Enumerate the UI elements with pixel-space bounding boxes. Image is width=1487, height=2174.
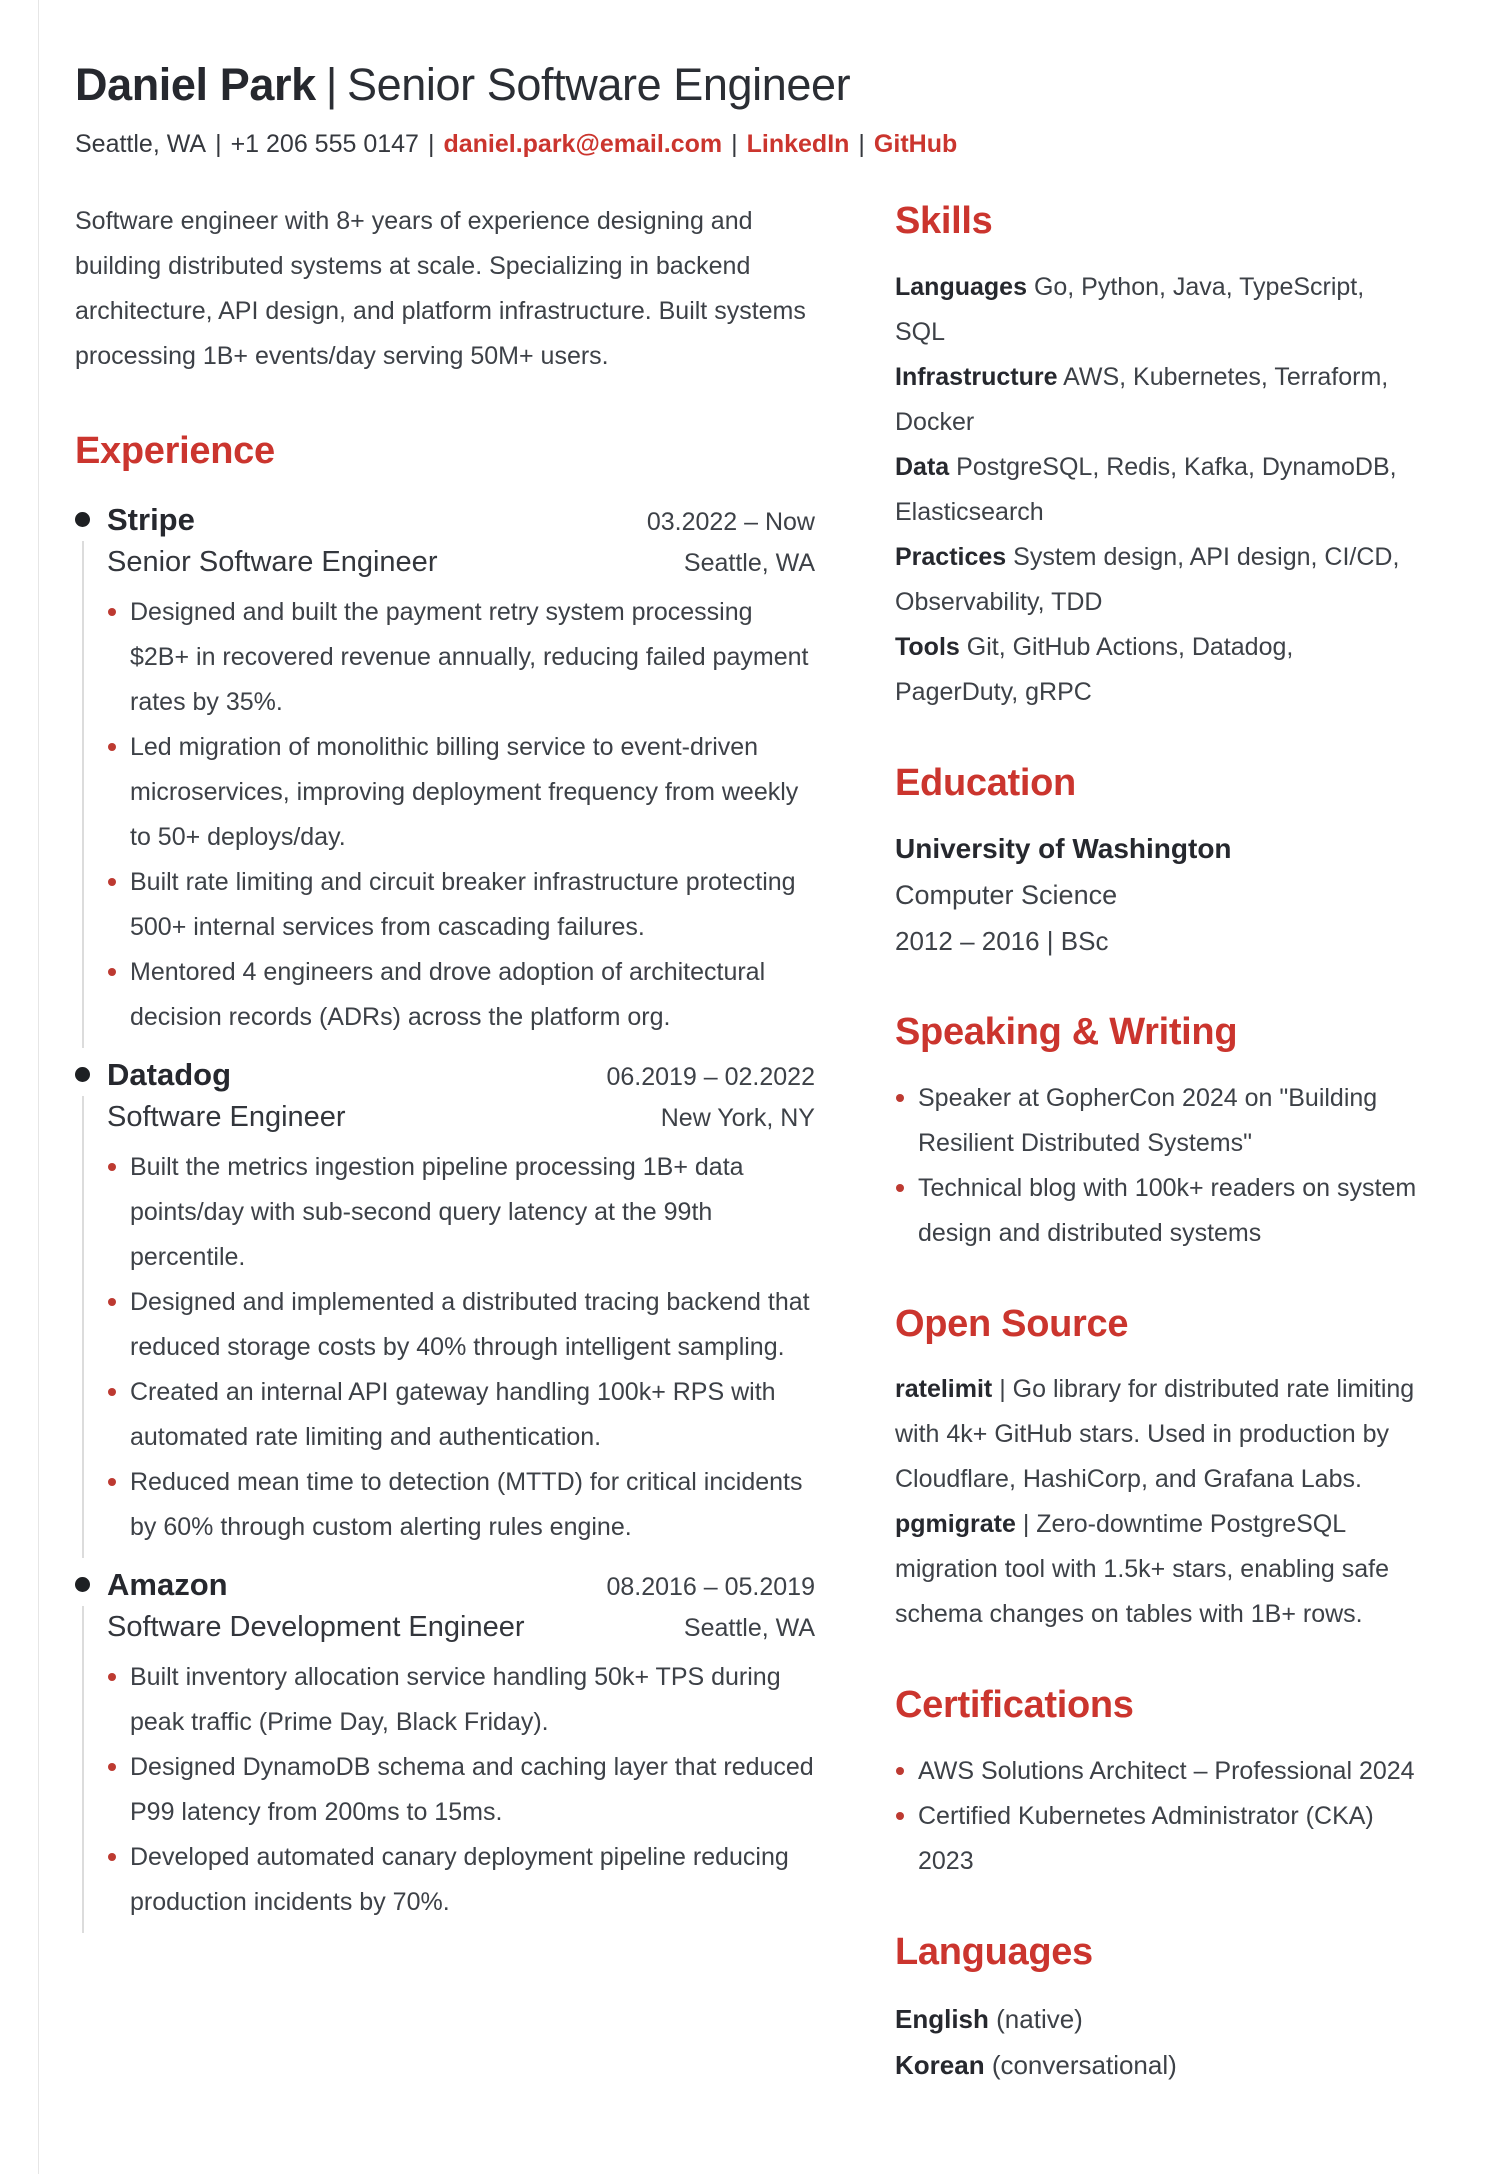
speaking-writing-section [895, 1010, 1420, 1256]
language-level: (conversational) [991, 2049, 1177, 2080]
job-bullet: Created an internal API gateway handling 100k+ RPS with automated rate limiting and authentication. [107, 1370, 815, 1460]
candidate-name: Daniel Park [75, 59, 316, 110]
main-column [75, 199, 815, 1941]
skill-label: Infrastructure [895, 362, 1058, 391]
job-bullet: Built the metrics ingestion pipeline processing 1B+ data points/day with sub-second query latency at the 99th percentile. [107, 1145, 815, 1280]
skill-group-practices [895, 535, 1420, 625]
email-link[interactable]: daniel.park@email.com [443, 130, 723, 158]
job-bullet: Mentored 4 engineers and drove adoption of architectural decision records (ADRs) across the platform org. [107, 950, 815, 1040]
job-role: Software Development Engineer [107, 1610, 525, 1643]
skill-values: System design, API design, CI/CD, Observability, TDD [895, 542, 1400, 616]
speaking-list [895, 1076, 1420, 1256]
open-source-project-pgmigrate [895, 1502, 1420, 1637]
skills-heading: Skills [895, 200, 993, 242]
open-source-project-ratelimit [895, 1367, 1420, 1502]
contact-separator: | [858, 130, 865, 158]
project-description: Zero-downtime PostgreSQL migration tool with 1.5k+ stars, enabling safe schema changes on tables with 1B+ rows. [895, 1510, 1390, 1629]
linkedin-link[interactable]: LinkedIn [746, 130, 850, 158]
skill-values: PostgreSQL, Redis, Kafka, DynamoDB, Elasticsearch [895, 452, 1397, 526]
job-subheader [107, 1099, 815, 1135]
job-subheader [107, 544, 815, 580]
education-heading: Education [895, 761, 1076, 804]
professional-summary: Software engineer with 8+ years of experience designing and building distributed systems at scale. Specializing in backend architecture, API design, and platform infrastructure. Built systems processing 1B+ events/day serving 50M+ users. [75, 207, 806, 370]
skill-values: AWS, Kubernetes, Terraform, Docker [895, 362, 1389, 436]
language-korean [895, 2042, 1420, 2088]
skill-values: Go, Python, Java, TypeScript, SQL [895, 272, 1365, 346]
skill-label: Data [895, 452, 950, 481]
spoken-languages-section [895, 1930, 1420, 2088]
job-bullet: Designed and implemented a distributed tracing backend that reduced storage costs by 40% through intelligent sampling. [107, 1280, 815, 1370]
job-bullet: Built inventory allocation service handling 50k+ TPS during peak traffic (Prime Day, Black Friday). [107, 1655, 815, 1745]
contact-line [75, 130, 1420, 159]
open-source-heading: Open Source [895, 1302, 1129, 1345]
project-separator: | [1022, 1510, 1030, 1539]
experience-heading: Experience [75, 430, 275, 472]
certifications-section [895, 1683, 1420, 1884]
language-name: English [895, 2003, 989, 2034]
certification-item: AWS Solutions Architect – Professional 2024 [895, 1749, 1420, 1794]
job-entry-datadog [75, 1056, 815, 1550]
contact-separator: | [215, 130, 222, 158]
job-entry-stripe [75, 501, 815, 1040]
education-school: University of Washington [895, 833, 1232, 865]
job-header [107, 1056, 815, 1094]
job-subheader [107, 1609, 815, 1645]
name-title-line [75, 58, 1420, 112]
skills-section [895, 199, 1420, 715]
job-dates: 08.2016 – 05.2019 [606, 1572, 815, 1601]
language-level: (native) [996, 2003, 1083, 2034]
job-dates: 06.2019 – 02.2022 [606, 1062, 815, 1091]
project-separator: | [999, 1375, 1006, 1404]
job-bullet-list [107, 590, 815, 1040]
skill-values: Git, GitHub Actions, Datadog, PagerDuty, gRPC [895, 632, 1294, 706]
job-bullet-list [107, 1655, 815, 1925]
sidebar-column [895, 199, 1420, 2134]
job-role: Software Engineer [107, 1100, 346, 1133]
skill-group-data [895, 445, 1420, 535]
project-name: ratelimit [895, 1375, 993, 1404]
skill-label: Practices [895, 542, 1007, 571]
skill-label: Tools [895, 632, 960, 661]
language-name: Korean [895, 2049, 985, 2080]
job-header [107, 1566, 815, 1604]
speaking-item: Speaker at GopherCon 2024 on "Building Resilient Distributed Systems" [895, 1076, 1420, 1166]
certifications-heading: Certifications [895, 1684, 1134, 1727]
job-bullet: Developed automated canary deployment pipeline reducing production incidents by 70%. [107, 1835, 815, 1925]
github-link[interactable]: GitHub [873, 130, 958, 158]
job-location: Seattle, WA [683, 1613, 815, 1642]
skill-group-tools [895, 625, 1420, 715]
open-source-section [895, 1302, 1420, 1638]
certifications-list [895, 1749, 1420, 1884]
job-bullet: Designed and built the payment retry system processing $2B+ in recovered revenue annually, reducing failed payment rates by 35%. [107, 590, 815, 725]
skill-group-infrastructure [895, 355, 1420, 445]
job-location: Seattle, WA [683, 548, 815, 577]
name-title-separator: | [325, 59, 338, 110]
contact-separator: | [731, 130, 738, 158]
company-name: Stripe [107, 501, 195, 537]
company-name: Amazon [107, 1566, 228, 1602]
company-name: Datadog [107, 1056, 231, 1092]
education-dates: 2012 – 2016 | BSc [895, 926, 1109, 957]
contact-location: Seattle, WA [75, 130, 207, 158]
job-bullet: Built rate limiting and circuit breaker infrastructure protecting 500+ internal services from cascading failures. [107, 860, 815, 950]
job-bullet-list [107, 1145, 815, 1550]
candidate-job-title: Senior Software Engineer [347, 59, 851, 110]
skill-group-languages [895, 265, 1420, 355]
language-english [895, 1996, 1420, 2042]
skill-label: Languages [895, 272, 1027, 301]
project-description: Go library for distributed rate limiting with 4k+ GitHub stars. Used in production by Cloudflare, HashiCorp, and Grafana Labs. [895, 1375, 1415, 1494]
job-entry-amazon [75, 1566, 815, 1925]
speaking-item: Technical blog with 100k+ readers on system design and distributed systems [895, 1166, 1420, 1256]
job-bullet: Reduced mean time to detection (MTTD) for critical incidents by 60% through custom alerting rules engine. [107, 1460, 815, 1550]
resume-columns [75, 199, 1420, 2134]
education-section [895, 761, 1420, 965]
job-header [107, 501, 815, 539]
contact-separator: | [427, 130, 435, 158]
certification-item: Certified Kubernetes Administrator (CKA) 2023 [895, 1794, 1420, 1884]
job-location: New York, NY [660, 1103, 815, 1132]
job-bullet: Led migration of monolithic billing service to event-driven microservices, improving deployment frequency from weekly to 50+ deploys/day. [107, 725, 815, 860]
job-bullet: Designed DynamoDB schema and caching layer that reduced P99 latency from 200ms to 15ms. [107, 1745, 815, 1835]
speaking-writing-heading: Speaking & Writing [895, 1011, 1238, 1054]
spoken-languages-heading: Languages [895, 1930, 1093, 1973]
contact-phone: +1 206 555 0147 [230, 130, 419, 158]
project-name: pgmigrate [895, 1510, 1016, 1539]
education-degree: Computer Science [895, 880, 1118, 911]
job-dates: 03.2022 – Now [646, 507, 815, 536]
resume-header [75, 58, 1420, 159]
job-role: Senior Software Engineer [107, 545, 438, 578]
